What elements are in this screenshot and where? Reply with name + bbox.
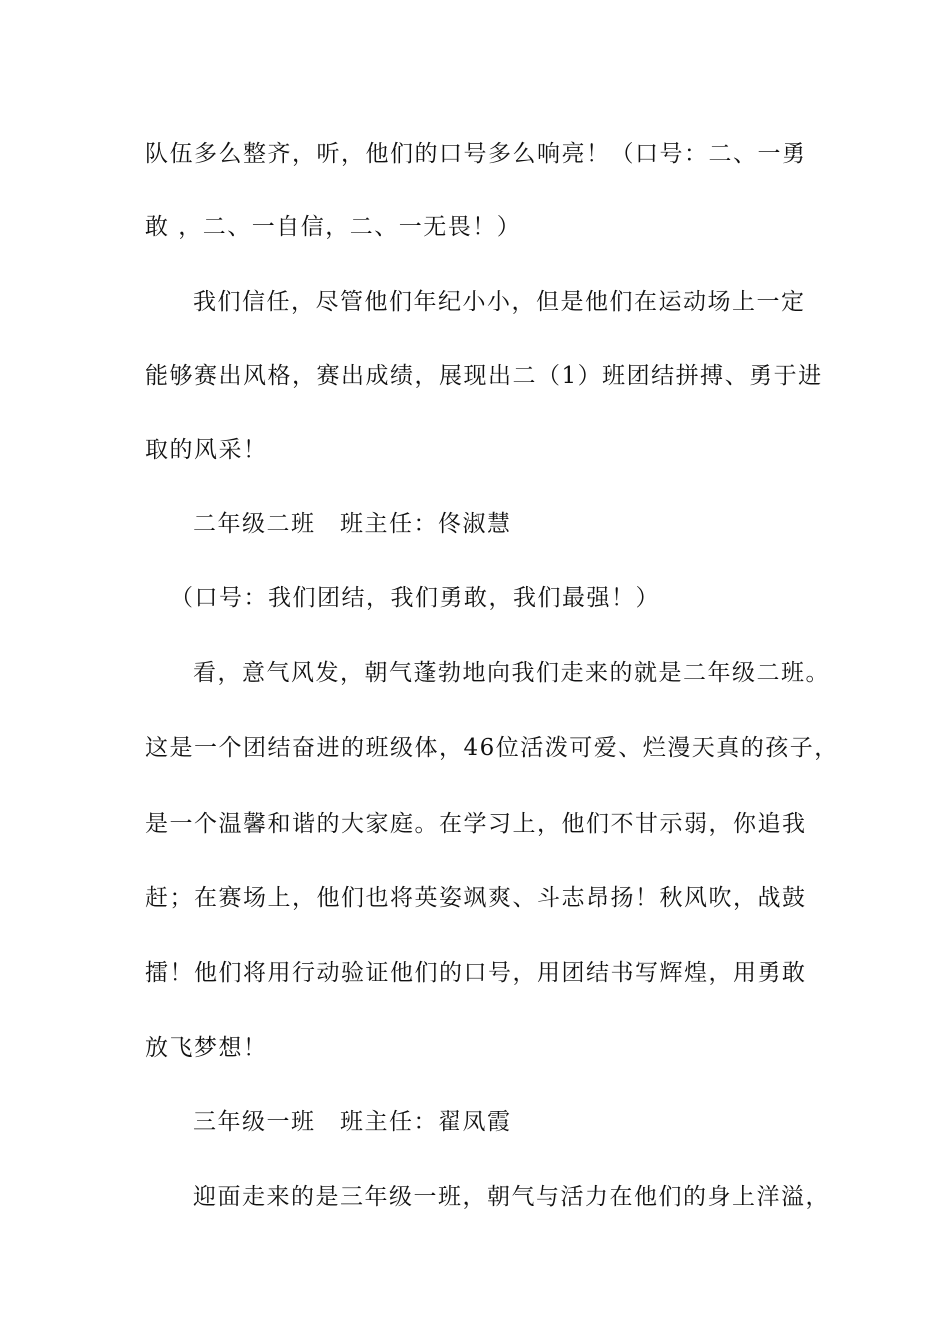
slogan-line-class-2-2: （口号：我们团结，我们勇敢，我们最强！） — [170, 585, 660, 611]
paragraph-line-12: 迎面走来的是三年级一班，朝气与活力在他们的身上洋溢， — [193, 1184, 830, 1210]
paragraph-line-5: 取的风采！ — [145, 437, 268, 463]
paragraph-line-2: 敢 ，二、一自信，二、一无畏！） — [145, 214, 522, 240]
paragraph-line-7: 这是一个团结奋进的班级体，46位活泼可爱、烂漫天真的孩子， — [145, 735, 839, 761]
section-heading-class-2-2: 二年级二班 班主任：佟淑慧 — [193, 511, 512, 537]
paragraph-line-6: 看，意气风发，朝气蓬勃地向我们走来的就是二年级二班。 — [193, 660, 830, 686]
paragraph-line-4: 能够赛出风格，赛出成绩，展现出二（1）班团结拼搏、勇于进 — [145, 363, 823, 389]
paragraph-line-8: 是一个温馨和谐的大家庭。在学习上，他们不甘示弱，你追我 — [145, 811, 807, 837]
paragraph-line-10: 擂！他们将用行动验证他们的口号，用团结书写辉煌，用勇敢 — [145, 960, 807, 986]
paragraph-line-3: 我们信任，尽管他们年纪小小，但是他们在运动场上一定 — [193, 289, 806, 315]
paragraph-line-9: 赶；在赛场上，他们也将英姿飒爽、斗志昂扬！秋风吹，战鼓 — [145, 885, 807, 911]
paragraph-line-1: 队伍多么整齐，听，他们的口号多么响亮！（口号：二、一勇 — [145, 141, 807, 167]
section-heading-class-3-1: 三年级一班 班主任：翟凤霞 — [193, 1109, 512, 1135]
paragraph-line-11: 放飞梦想！ — [145, 1035, 268, 1061]
